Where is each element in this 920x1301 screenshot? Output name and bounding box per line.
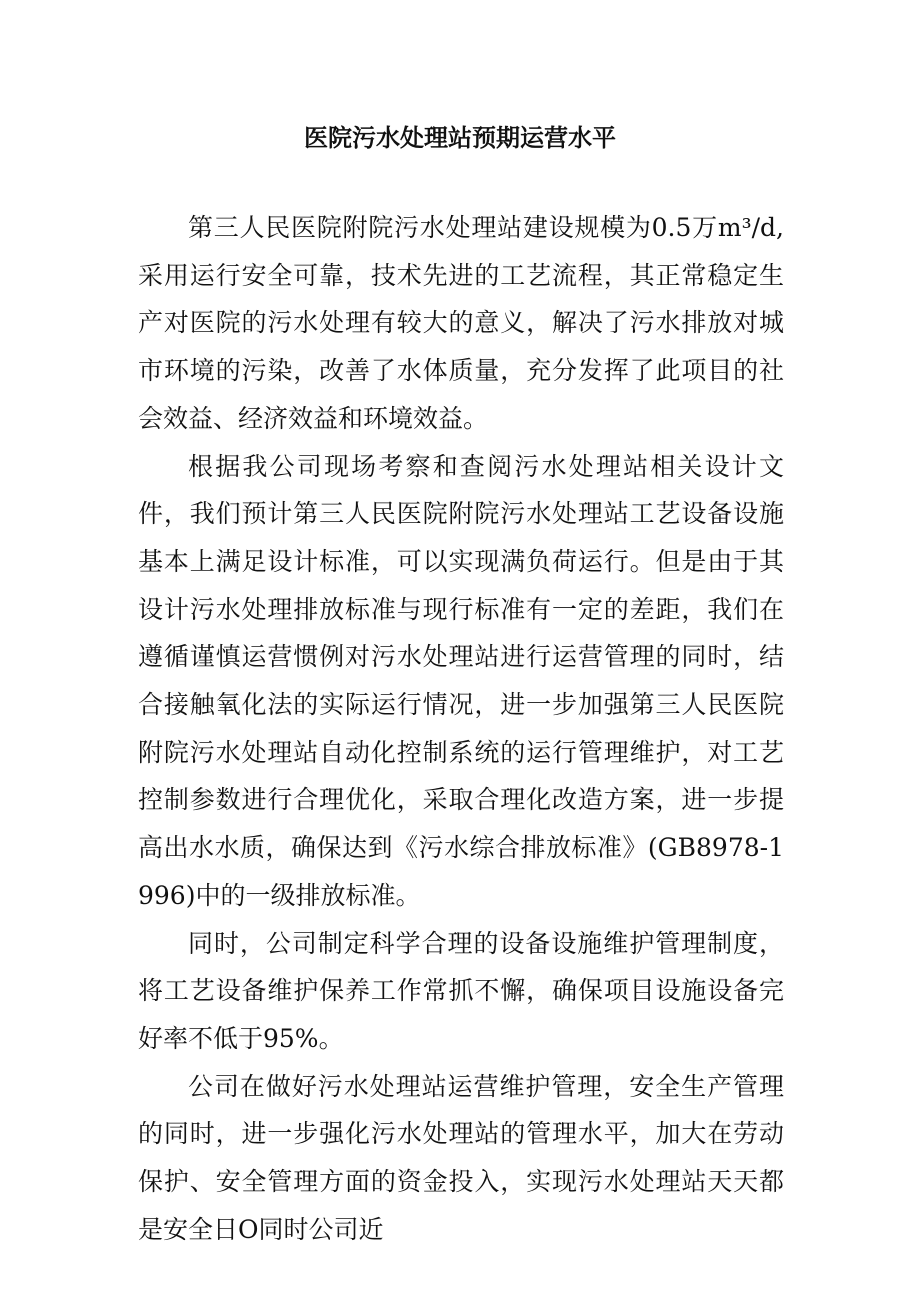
paragraph-assessment-and-upgrade: 根据我公司现场考察和查阅污水处理站相关设计文件，我们预计第三人民医院附院污水处理站工艺设备设施基本上满足设计标准，可以实现满负荷运行。但是由于其设计污水处理排放标准与现行标准有一定的差距，我们在遵循谨慎运营惯例对污水处理站进行运营管理的同时，结合接触氧化法的实际运行情况，进一步加强第三人民医院附院污水处理站自动化控制系统的运行管理维护，对工艺控制参数进行合理优化，采取合理化改造方案，进一步提高出水水质，确保达到《污水综合排放标准》(GB8978-1996)中的一级排放标准。	[138, 451, 784, 910]
paragraph-scale-and-benefits: 第三人民医院附院污水处理站建设规模为0.5万m³/d,采用运行安全可靠，技术先进的工艺流程，其正常稳定生产对医院的污水处理有较大的意义，解决了污水排放对城市环境的污染，改善了水体质量，充分发挥了此项目的社会效益、经济效益和环境效益。	[138, 213, 784, 433]
document-title: 医院污水处理站预期运营水平	[304, 123, 616, 152]
paragraph-safety-management: 公司在做好污水处理站运营维护管理，安全生产管理的同时，进一步强化污水处理站的管理水平，加大在劳动保护、安全管理方面的资金投入，实现污水处理站天天都是安全日O同时公司近	[138, 1071, 784, 1244]
document-body	[138, 204, 784, 1253]
paragraph-maintenance-system: 同时，公司制定科学合理的设备设施维护管理制度，将工艺设备维护保养工作常抓不懈，确保项目设施设备完好率不低于95%。	[138, 928, 784, 1053]
